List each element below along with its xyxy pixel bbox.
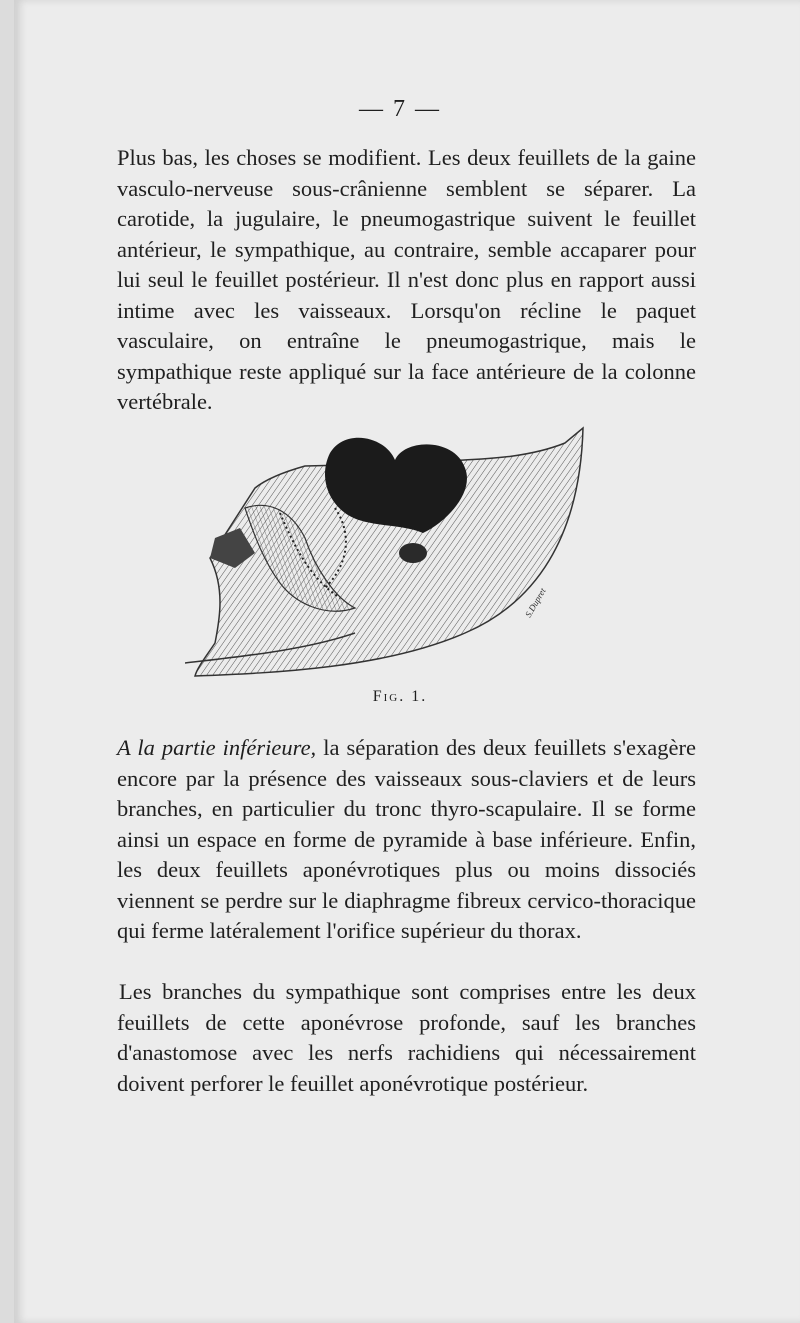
illustration-drawing: [185, 418, 585, 693]
paragraph-body: la séparation des deux feuillets s'exagère encore par la présence des vaisseaux sous-claviers et de leurs branches, en particulier du tronc thyro-scapulaire. Il se forme ainsi un espace en forme de pyramide à base inférieure. Enfin, les deux feuillets aponévrotiques plus ou moins dissociés viennent se perdre sur le diaphragme fibreux cervico-thoracique qui ferme latéralement l'orifice supérieur du thorax.: [117, 735, 696, 943]
anatomical-illustration: [185, 418, 585, 693]
small-vessel: [399, 543, 427, 563]
artist-signature: S.Dupret: [523, 586, 548, 619]
figure-caption: Fig. 1.: [372, 688, 428, 705]
paragraph-lower-region: [117, 733, 696, 947]
page-number: — 7 —: [359, 96, 441, 122]
paragraph-branches: Les branches du sympathique sont comprises entre les deux feuillets de cette aponévrose profonde, sauf les branches d'anastomose avec les nerfs rachidiens qui nécessairement doivent perforer le feuillet aponévrotique postérieur.: [117, 979, 696, 1096]
paragraph-lead-italic: A la partie inférieure,: [117, 735, 317, 760]
paragraph-upper-region: Plus bas, les choses se modifient. Les deux feuillets de la gaine vasculo-nerveuse sous-crânienne semblent se séparer. La carotide, la jugulaire, le pneumogastrique suivent le feuillet antérieur, le sympathique, au contraire, semble accaparer pour lui seul le feuillet postérieur. Il n'est donc plus en rapport aussi intime avec les vaisseaux. Lorsqu'on récline le paquet vasculaire, on entraîne le pneumogastrique, mais le sympathique reste appliqué sur la face antérieure de la colonne vertébrale.: [117, 145, 696, 414]
